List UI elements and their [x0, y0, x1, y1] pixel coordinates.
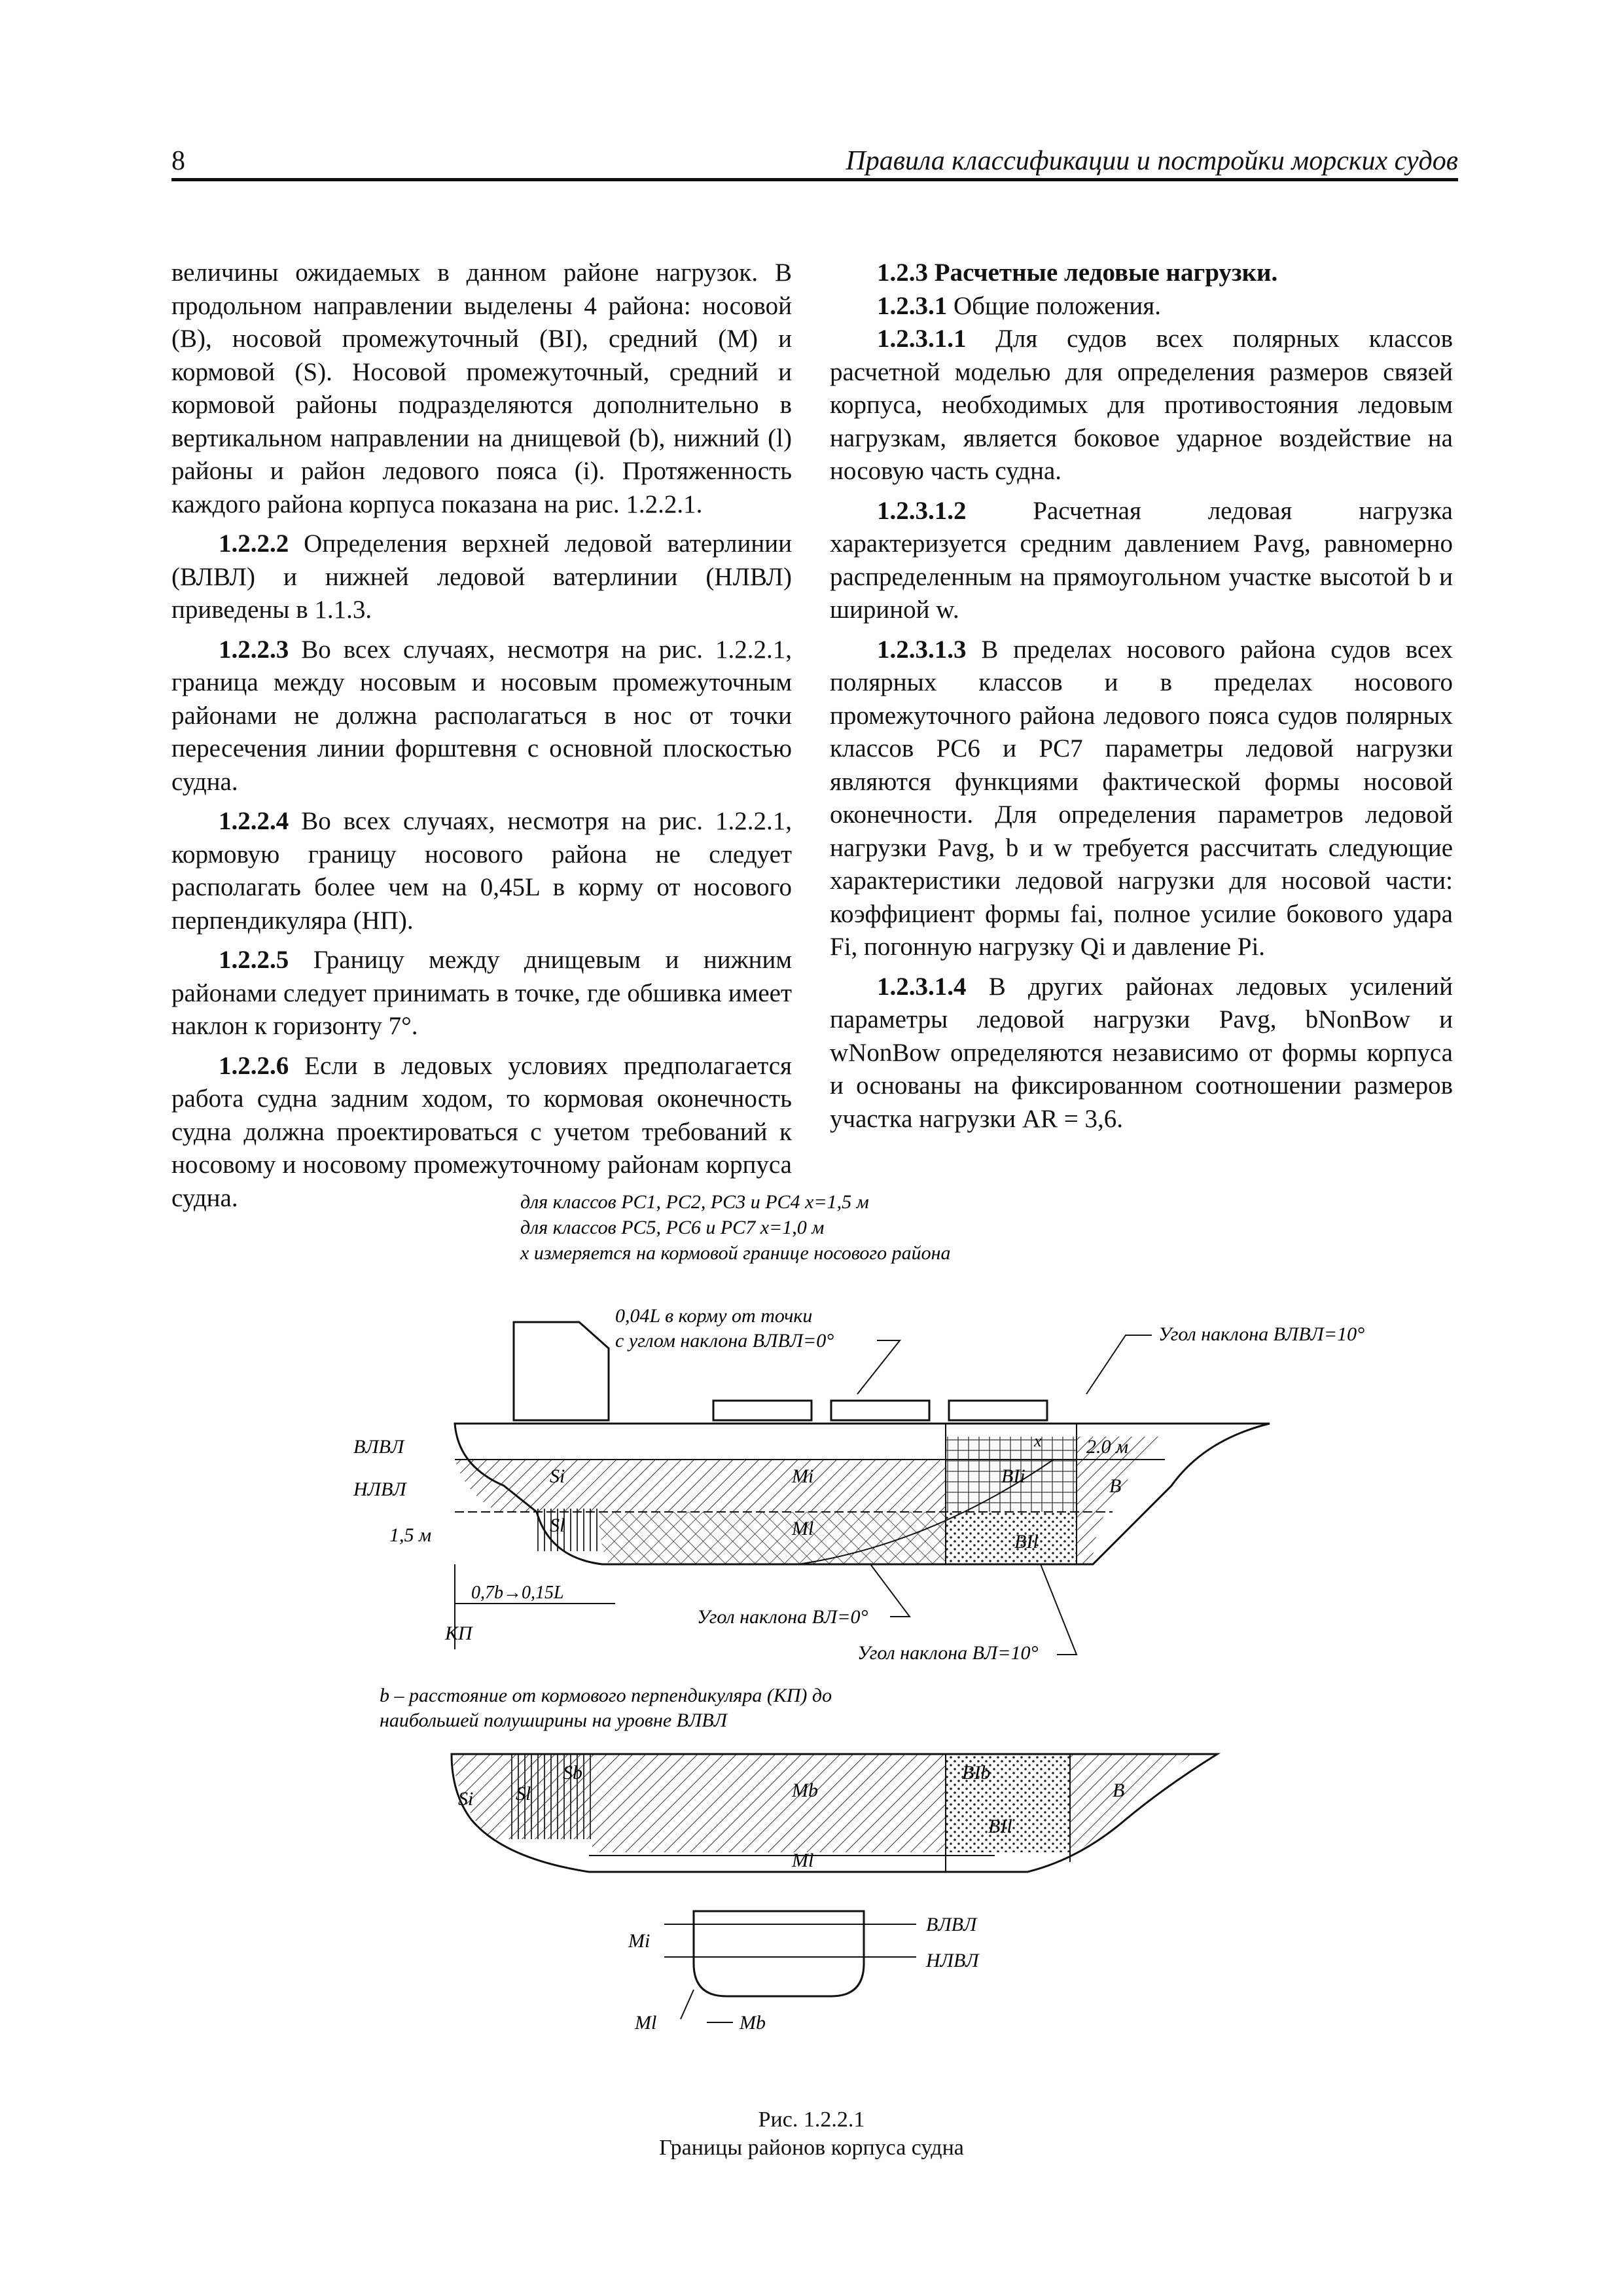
fig-note-2: для классов PC5, PC6 и PC7 x=1,0 м: [520, 1217, 825, 1238]
figure-hull-regions: [340, 1178, 1365, 2094]
zone-mb-fill: [592, 1754, 946, 1852]
zone-label-ml: Ml: [792, 1518, 814, 1539]
hull-regions-diagram: [340, 1178, 1365, 2094]
label-vlvl: ВЛВЛ: [353, 1436, 404, 1458]
clause-number: 1.2.2.3: [219, 635, 289, 664]
left-column: [171, 257, 792, 1215]
clause-text: В других районах ледовых усилений параметры ледовой нагрузки Pavg, bNonBow и wNonBow определяются независимо от формы корпуса и основаны на фиксированном соотношении размеров участка нагрузки AR = 3,6.: [830, 972, 1453, 1133]
paragraph-1-2-3-1-2: [830, 495, 1453, 627]
callout-004l-2: с углом наклона ВЛВЛ=0°: [615, 1330, 834, 1352]
clause-number: 1.2.2.5: [219, 946, 289, 974]
callout-angle10-leader: [1086, 1335, 1152, 1394]
paragraph-1-2-2-4: [171, 805, 792, 937]
zone-label-mi: Mi: [792, 1465, 814, 1487]
clause-number: 1.2.3.1.4: [877, 972, 967, 1001]
fig-note-3: x измеряется на кормовой границе носового района: [520, 1242, 951, 1264]
zone-label-b: B: [1109, 1475, 1122, 1497]
left-paragraph-1: величины ожидаемых в данном районе нагрузок. В продольном направлении выделены 4 района: носовой (B), носовой промежуточный (BI), средний (M) и кормовой (S). Носовой промежуточный, средний и кормовой районы подразделяются дополнительно в вертикальном направлении на днищевой (b), нижний (l) районы и район ледового пояса (i). Протяженность каждого района корпуса показана на рис. 1.2.2.1.: [171, 259, 792, 518]
zone-label-si-plan: Si: [458, 1788, 474, 1810]
figure-caption-number: Рис. 1.2.2.1: [758, 2108, 865, 2132]
callout-004l-1: 0,04L в корму от точки: [615, 1305, 813, 1327]
paragraph-1-2-2-2: [171, 528, 792, 627]
callout-vl0-leader: [870, 1564, 910, 1617]
clause-text: Определения верхней ледовой ватерлинии (ВЛВЛ) и нижней ледовой ватерлинии (НЛВЛ) приведены в 1.1.3.: [171, 529, 792, 624]
zone-label-sl: Sl: [550, 1515, 565, 1536]
subsection-title: [830, 290, 1453, 323]
callout-vl10-leader: [1041, 1564, 1077, 1655]
cross-section: [628, 1911, 980, 2034]
callout-angle10: Угол наклона ВЛВЛ=10°: [1158, 1323, 1365, 1345]
note-b-1: b – расстояние от кормового перпендикуляра (КП) до: [380, 1685, 832, 1706]
figure-caption-title: Границы районов корпуса судна: [659, 2136, 964, 2160]
running-title: Правила классификации и постройки морских судов: [846, 146, 1458, 176]
section-label-ml: Ml: [635, 2012, 657, 2034]
zone-label-bib: BIb: [962, 1762, 991, 1784]
callout-vl10: Угол наклона ВЛ=10°: [857, 1642, 1039, 1664]
clause-number: 1.2.3.1.1: [877, 325, 967, 353]
hatch-2: [831, 1401, 929, 1420]
clause-number: 1.2.2.4: [219, 807, 289, 835]
label-x: x: [1034, 1431, 1042, 1450]
section-ml-leader: [681, 1990, 694, 2019]
hatch-3: [949, 1401, 1047, 1420]
zone-b-plan-fill: [1070, 1754, 1191, 1859]
superstructure: [514, 1322, 609, 1420]
zone-label-bil: BIl: [1014, 1531, 1039, 1552]
clause-text: Общие положения.: [947, 291, 1161, 320]
zone-mi-fill: [592, 1460, 946, 1512]
section-label-vlvl: ВЛВЛ: [926, 1914, 977, 1935]
clause-text: Во всех случаях, несмотря на рис. 1.2.2.1, граница между носовым и носовым промежуточным районами не должна располагаться в нос от точки пересечения линии форштевня с основной плоскостью судна.: [171, 635, 792, 796]
zone-label-mb: Mb: [792, 1780, 818, 1801]
clause-text: Расчетная ледовая нагрузка характеризуется средним давлением Pavg, равномерно распределенным на прямоугольном участке высотой b и шириной w.: [830, 496, 1453, 624]
header-rule: [171, 178, 1458, 181]
zone-label-bil-plan: BIl: [988, 1816, 1012, 1837]
paragraph-1-2-3-1-4: [830, 971, 1453, 1136]
side-view: [353, 1305, 1364, 1664]
clause-number: 1.2.2.2: [219, 529, 289, 558]
paragraph-1-2-2-5: [171, 944, 792, 1043]
hatch-1: [713, 1401, 812, 1420]
zone-label-sb: Sb: [563, 1762, 582, 1784]
clause-number: 1.2.2.6: [219, 1051, 289, 1080]
label-kp: КП: [445, 1623, 473, 1644]
clause-text: Если в ледовых условиях предполагается работа судна задним ходом, то кормовая оконечность судна должна проектироваться с учетом требований к носовому и носовому промежуточному районам корпуса судна.: [171, 1051, 792, 1212]
callout-004l-leader: [857, 1340, 900, 1394]
zone-label-si: Si: [550, 1465, 565, 1487]
clause-number: 1.2.3.1.2: [877, 496, 967, 525]
bottom-view: [452, 1754, 1217, 1872]
paragraph-1-2-3-1-3: [830, 634, 1453, 964]
zone-bil-fill: [946, 1512, 1077, 1564]
zone-label-bii: BIi: [1001, 1465, 1026, 1487]
label-2-0m: 2.0 м: [1086, 1436, 1129, 1458]
zone-label-b-plan: B: [1113, 1780, 1125, 1801]
callout-vl0: Угол наклона ВЛ=0°: [697, 1606, 868, 1628]
zone-sl-fill: [537, 1509, 599, 1551]
clause-number: 1.2.3.1.3: [877, 635, 967, 664]
label-1-5m: 1,5 м: [389, 1524, 432, 1546]
right-column: [830, 257, 1453, 1136]
paragraph-1-2-2-3: [171, 634, 792, 799]
clause-text: Во всех случаях, несмотря на рис. 1.2.2.1, кормовую границу носового района не следует располагать более чем на 0,45L в корму от носового перпендикуляра (НП).: [171, 807, 792, 935]
page-number: 8: [171, 146, 185, 176]
note-b-2: наибольшей полуширины на уровне ВЛВЛ: [380, 1710, 727, 1731]
zone-ml-fill: [599, 1512, 946, 1564]
paragraph-1-2-3-1-1: [830, 323, 1453, 488]
section-label-nlvl: НЛВЛ: [926, 1950, 979, 1971]
clause-number: 1.2.3.1: [877, 291, 948, 320]
section-heading: 1.2.3 Расчетные ледовые нагрузки.: [877, 259, 1278, 287]
section-label-mb: Mb: [740, 2012, 766, 2034]
section-label-mi: Mi: [628, 1930, 651, 1952]
fig-note-1: для классов PC1, PC2, PC3 и PC4 x=1,5 м: [520, 1191, 869, 1213]
zone-label-ml-plan: Ml: [792, 1850, 814, 1871]
clause-text: Границу между днищевым и нижним районами следует принимать в точке, где обшивка имеет наклон к горизонту 7°.: [171, 946, 792, 1040]
dim-07b: 0,7b→0,15L: [471, 1583, 564, 1603]
section-title: [830, 257, 1453, 290]
zone-label-sl-plan: Sl: [516, 1783, 531, 1804]
label-nlvl: НЛВЛ: [353, 1479, 406, 1500]
clause-text: Для судов всех полярных классов расчетной моделью для определения размеров связей корпуса, необходимых для противостояния ледовым нагрузкам, является боковое ударное воздействие на носовую часть судна.: [830, 325, 1453, 485]
clause-text: В пределах носового района судов всех полярных классов и в пределах носового промежуточного района ледового пояса судов полярных классов PC6 и PC7 параметры ледовой нагрузки являются функциями фактической формы носовой оконечности. Для определения параметров ледовой нагрузки Pavg, b и w требуется рассчитать следующие характеристики ледовой нагрузки для носовой части: коэффициент формы fai, полное усилие бокового удара Fi, погонную нагрузку Qi и давление Pi.: [830, 635, 1453, 961]
